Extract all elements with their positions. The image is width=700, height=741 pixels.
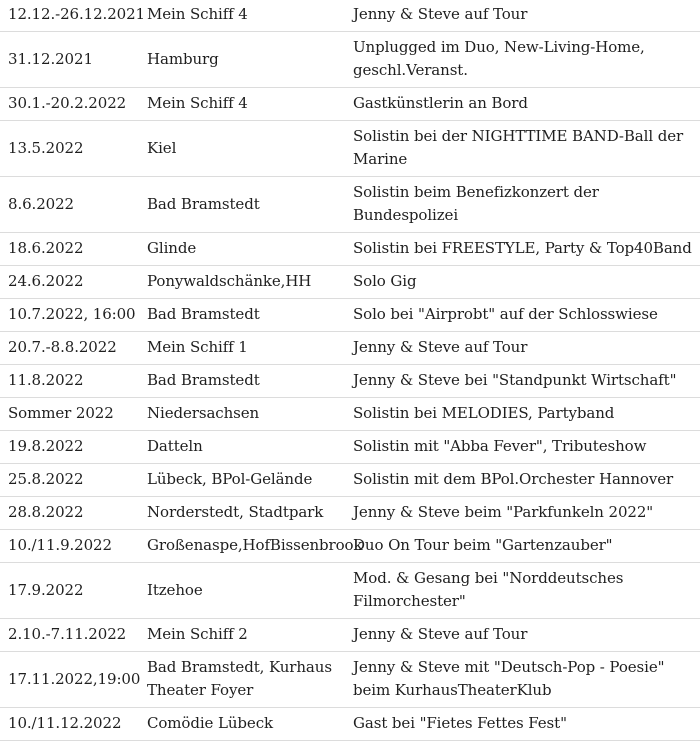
event-place: Bad Bramstedt [140, 365, 346, 398]
event-date: 25.8.2022 [0, 464, 140, 497]
event-description: Solo Gig [346, 266, 700, 299]
event-date: 18.6.2022 [0, 233, 140, 266]
event-description: Solistin bei MELODIES, Partyband [346, 398, 700, 431]
event-description: Jenny & Steve auf Tour [346, 619, 700, 652]
event-date: 31.12.2021 [0, 32, 140, 88]
table-row [0, 299, 700, 332]
event-date: 24.6.2022 [0, 266, 140, 299]
table-row [0, 88, 700, 121]
event-place: Mein Schiff 1 [140, 332, 346, 365]
event-description: Solistin bei der NIGHTTIME BAND-Ball der Marine [346, 121, 700, 177]
table-row [0, 233, 700, 266]
event-description: Solistin mit dem BPol.Orchester Hannover [346, 464, 700, 497]
table-row [0, 365, 700, 398]
event-date: 11.8.2022 [0, 365, 140, 398]
table-row [0, 332, 700, 365]
event-place: Ponywaldschänke,HH [140, 266, 346, 299]
event-place: Comödie Lübeck [140, 708, 346, 741]
event-date: 19.8.2022 [0, 431, 140, 464]
event-place: Bad Bramstedt, Kurhaus Theater Foyer [140, 652, 346, 708]
table-row [0, 563, 700, 619]
table-row [0, 652, 700, 708]
table-row [0, 497, 700, 530]
event-date: 30.1.-20.2.2022 [0, 88, 140, 121]
event-date: 8.6.2022 [0, 177, 140, 233]
event-place: Glinde [140, 233, 346, 266]
event-date: 12.12.-26.12.2021 [0, 0, 140, 32]
event-place: Bad Bramstedt [140, 299, 346, 332]
table-row [0, 431, 700, 464]
event-description: Duo On Tour beim "Gartenzauber" [346, 530, 700, 563]
event-place: Itzehoe [140, 563, 346, 619]
event-place: Datteln [140, 431, 346, 464]
event-place: Lübeck, BPol-Gelände [140, 464, 346, 497]
event-date: 10./11.12.2022 [0, 708, 140, 741]
event-description: Solistin mit "Abba Fever", Tributeshow [346, 431, 700, 464]
table-row [0, 177, 700, 233]
event-description: Jenny & Steve auf Tour [346, 0, 700, 32]
event-place: Mein Schiff 4 [140, 88, 346, 121]
event-place: Mein Schiff 2 [140, 619, 346, 652]
table-row [0, 0, 700, 32]
event-date: 10.7.2022, 16:00 [0, 299, 140, 332]
table-row [0, 266, 700, 299]
table-row [0, 530, 700, 563]
table-row [0, 619, 700, 652]
table-row [0, 708, 700, 741]
event-description: Gast bei "Fietes Fettes Fest" [346, 708, 700, 741]
event-description: Jenny & Steve bei "Standpunkt Wirtschaft" [346, 365, 700, 398]
event-date: 17.9.2022 [0, 563, 140, 619]
event-description: Solistin beim Benefizkonzert der Bundespolizei [346, 177, 700, 233]
event-place: Hamburg [140, 32, 346, 88]
event-place: Bad Bramstedt [140, 177, 346, 233]
event-description: Jenny & Steve mit "Deutsch-Pop - Poesie" beim KurhausTheaterKlub [346, 652, 700, 708]
event-date: 10./11.9.2022 [0, 530, 140, 563]
table-row [0, 121, 700, 177]
event-place: Kiel [140, 121, 346, 177]
event-date: Sommer 2022 [0, 398, 140, 431]
event-place: Großenaspe,HofBissenbrook [140, 530, 346, 563]
event-date: 20.7.-8.8.2022 [0, 332, 140, 365]
event-description: Gastkünstlerin an Bord [346, 88, 700, 121]
event-description: Solo bei "Airprobt" auf der Schlosswiese [346, 299, 700, 332]
event-place: Norderstedt, Stadtpark [140, 497, 346, 530]
event-date: 17.11.2022,19:00 [0, 652, 140, 708]
event-description: Unplugged im Duo, New-Living-Home, geschl.Veranst. [346, 32, 700, 88]
table-row [0, 464, 700, 497]
event-description: Jenny & Steve beim "Parkfunkeln 2022" [346, 497, 700, 530]
table-row [0, 398, 700, 431]
event-place: Mein Schiff 4 [140, 0, 346, 32]
event-place: Niedersachsen [140, 398, 346, 431]
table-row [0, 32, 700, 88]
event-date: 13.5.2022 [0, 121, 140, 177]
event-description: Jenny & Steve auf Tour [346, 332, 700, 365]
event-date: 28.8.2022 [0, 497, 140, 530]
event-date: 2.10.-7.11.2022 [0, 619, 140, 652]
event-description: Mod. & Gesang bei "Norddeutsches Filmorchester" [346, 563, 700, 619]
event-description: Solistin bei FREESTYLE, Party & Top40Band [346, 233, 700, 266]
